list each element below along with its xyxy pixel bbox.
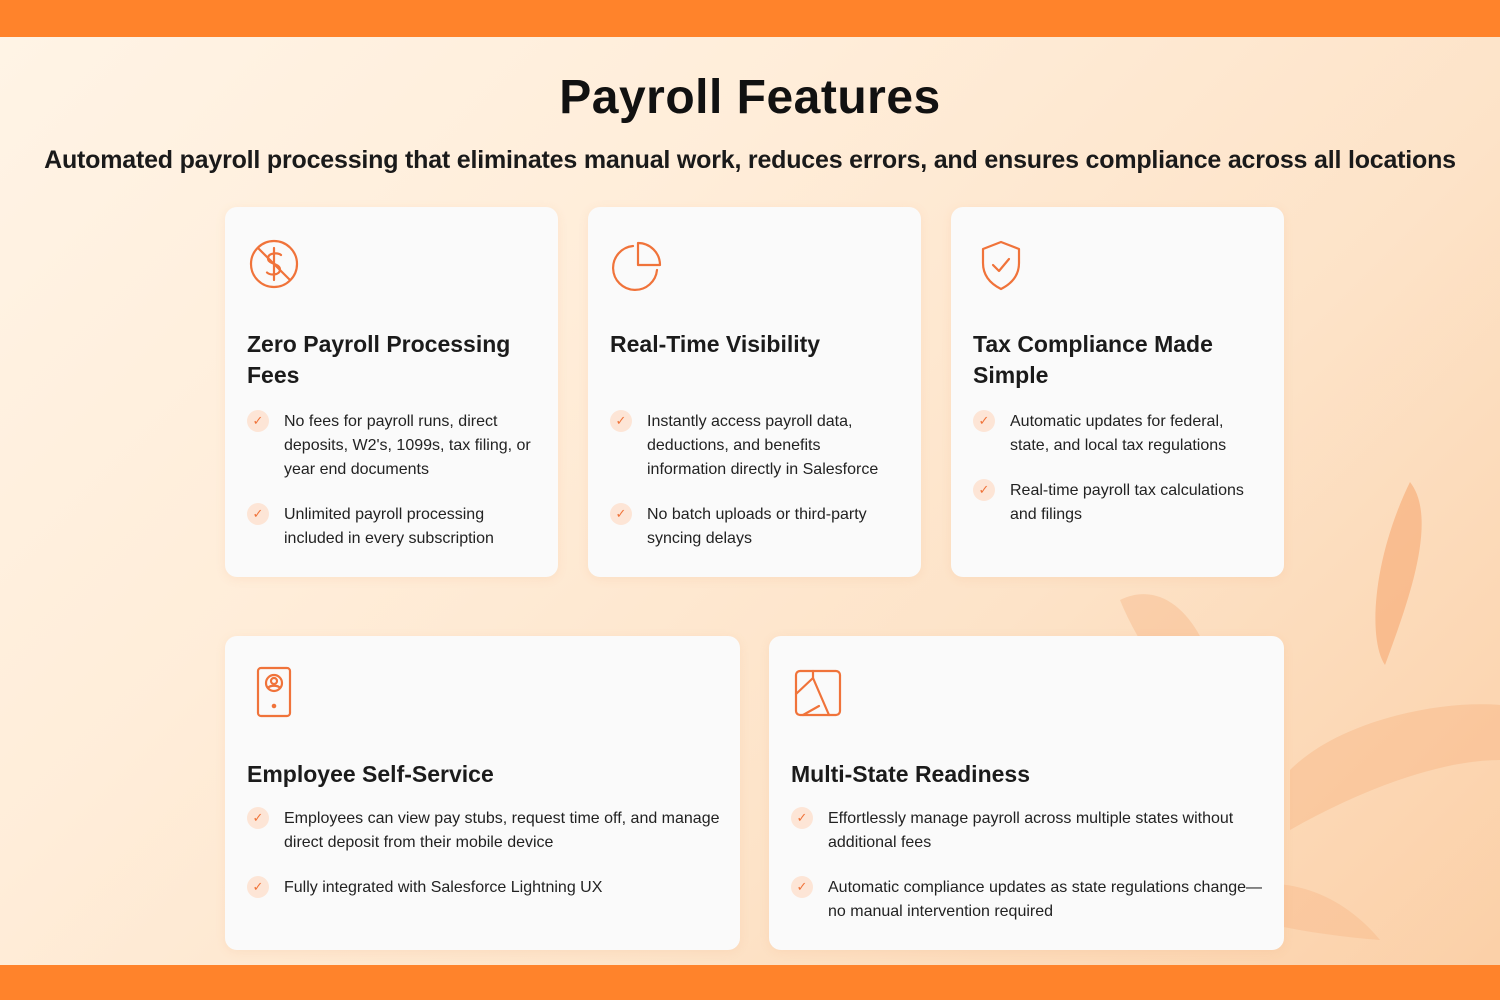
card-title: Zero Payroll Processing Fees (247, 331, 511, 388)
check-icon: ✓ (973, 479, 995, 501)
check-icon: ✓ (247, 807, 269, 829)
feature-text: Real-time payroll tax calculations and filings (1010, 482, 1244, 523)
card-title: Multi-State Readiness (791, 761, 1030, 787)
feature-text: No batch uploads or third-party syncing delays (647, 506, 867, 547)
card-title: Tax Compliance Made Simple (973, 331, 1213, 388)
page-subtitle: Automated payroll processing that eliminates manual work, reduces errors, and ensures compliance across all locations (44, 146, 1456, 174)
feature-text: Automatic compliance updates as state regulations change—no manual intervention required (828, 879, 1263, 920)
feature-item (973, 479, 1266, 527)
page-title: Payroll Features (559, 71, 941, 124)
feature-item (791, 876, 1266, 924)
feature-text: No fees for payroll runs, direct deposits, W2's, 1099s, tax filing, or year end documents (284, 413, 531, 478)
feature-item (247, 876, 722, 900)
check-icon: ✓ (610, 410, 632, 432)
feature-card-tax-compliance (951, 207, 1284, 577)
feature-item (973, 410, 1266, 458)
check-icon: ✓ (247, 410, 269, 432)
mobile-user-icon (247, 666, 303, 722)
feature-item (247, 807, 722, 855)
feature-item (610, 503, 903, 551)
check-icon: ✓ (791, 807, 813, 829)
pie-chart-icon (610, 237, 666, 293)
feature-card-real-time-visibility (588, 207, 921, 577)
feature-item (791, 807, 1266, 855)
check-icon: ✓ (610, 503, 632, 525)
card-title: Real-Time Visibility (610, 331, 821, 357)
feature-text: Employees can view pay stubs, request time off, and manage direct deposit from their mobile device (284, 810, 720, 851)
bottom-accent-bar (0, 965, 1500, 1000)
feature-text: Automatic updates for federal, state, and local tax regulations (1010, 413, 1227, 454)
check-icon: ✓ (973, 410, 995, 432)
no-dollar-icon (247, 237, 303, 293)
check-icon: ✓ (247, 503, 269, 525)
feature-card-employee-self-service (225, 636, 740, 950)
feature-card-zero-fees (225, 207, 558, 577)
feature-text: Unlimited payroll processing included in every subscription (284, 506, 494, 547)
feature-text: Instantly access payroll data, deductions, and benefits information directly in Salesforce (647, 413, 879, 478)
feature-text: Fully integrated with Salesforce Lightning UX (284, 879, 603, 896)
check-icon: ✓ (791, 876, 813, 898)
top-accent-bar (0, 0, 1500, 37)
map-icon (791, 666, 847, 722)
shield-check-icon (973, 237, 1029, 293)
feature-item (247, 503, 540, 551)
card-title: Employee Self-Service (247, 761, 494, 787)
feature-item (247, 410, 540, 482)
feature-text: Effortlessly manage payroll across multiple states without additional fees (828, 810, 1234, 851)
feature-card-multi-state (769, 636, 1284, 950)
feature-item (610, 410, 903, 482)
check-icon: ✓ (247, 876, 269, 898)
